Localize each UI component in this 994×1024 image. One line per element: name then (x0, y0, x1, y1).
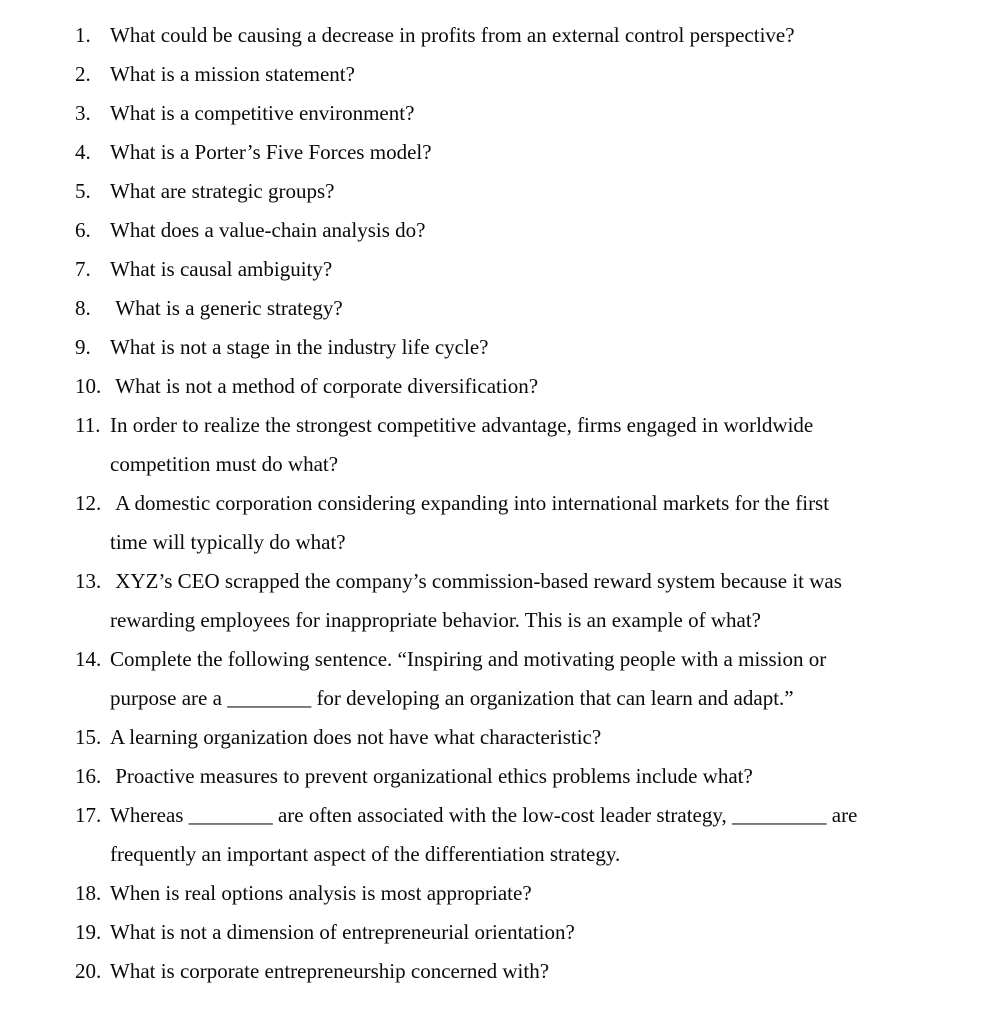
item-text-line: What are strategic groups? (110, 179, 335, 203)
item-number: 11. (75, 413, 101, 437)
list-item (0, 328, 994, 367)
item-number: 5. (75, 179, 91, 203)
list-item (0, 952, 994, 991)
list-item (0, 211, 994, 250)
item-text-line: What is not a method of corporate diversification? (110, 374, 539, 398)
item-number: 16. (75, 764, 102, 788)
item-text-line: What is corporate entrepreneurship concerned with? (110, 959, 550, 983)
item-text (110, 406, 994, 484)
item-number: 2. (75, 62, 91, 86)
item-number: 13. (75, 569, 102, 593)
item-text (110, 172, 994, 211)
item-text-line: rewarding employees for inappropriate behavior. This is an example of what? (110, 608, 761, 632)
list-item (0, 484, 994, 562)
list-item (0, 16, 994, 55)
item-number: 12. (75, 491, 102, 515)
list-item (0, 250, 994, 289)
item-text-line: A learning organization does not have what characteristic? (110, 725, 602, 749)
item-text (110, 55, 994, 94)
item-text (110, 94, 994, 133)
item-number: 19. (75, 920, 102, 944)
item-text-line: What does a value-chain analysis do? (110, 218, 426, 242)
item-text (110, 211, 994, 250)
list-item (0, 406, 994, 484)
list-item (0, 640, 994, 718)
item-text (110, 16, 994, 55)
item-text-line: frequently an important aspect of the differentiation strategy. (110, 842, 621, 866)
item-text-line: What is a generic strategy? (110, 296, 343, 320)
item-text-line: Proactive measures to prevent organizational ethics problems include what? (110, 764, 753, 788)
item-number: 20. (75, 959, 102, 983)
list-item (0, 94, 994, 133)
item-text (110, 328, 994, 367)
list-item (0, 874, 994, 913)
list-item (0, 796, 994, 874)
item-text-line: A domestic corporation considering expanding into international markets for the first (110, 491, 830, 515)
question-list (0, 16, 994, 991)
item-text (110, 640, 994, 718)
item-text-line: What is a competitive environment? (110, 101, 415, 125)
item-text-line: purpose are a ________ for developing an organization that can learn and adapt.” (110, 686, 794, 710)
item-text-line: competition must do what? (110, 452, 339, 476)
item-text (110, 562, 994, 640)
item-text-line: What is a Porter’s Five Forces model? (110, 140, 432, 164)
item-number: 4. (75, 140, 91, 164)
item-text-line: Complete the following sentence. “Inspiring and motivating people with a mission or (110, 647, 827, 671)
item-text-line: When is real options analysis is most appropriate? (110, 881, 532, 905)
item-number: 1. (75, 23, 91, 47)
item-text-line: XYZ’s CEO scrapped the company’s commission-based reward system because it was (110, 569, 842, 593)
item-number: 17. (75, 803, 102, 827)
item-text-line: What is a mission statement? (110, 62, 355, 86)
item-text (110, 874, 994, 913)
list-item (0, 757, 994, 796)
list-item (0, 172, 994, 211)
list-item (0, 367, 994, 406)
item-number: 7. (75, 257, 91, 281)
list-item (0, 913, 994, 952)
item-text (110, 367, 994, 406)
item-text (110, 250, 994, 289)
item-text (110, 289, 994, 328)
item-text-line: What is causal ambiguity? (110, 257, 333, 281)
item-text (110, 484, 994, 562)
item-number: 9. (75, 335, 91, 359)
item-text-line: What could be causing a decrease in profits from an external control perspective? (110, 23, 795, 47)
item-text (110, 133, 994, 172)
item-number: 14. (75, 647, 102, 671)
list-item (0, 289, 994, 328)
item-number: 10. (75, 374, 102, 398)
item-number: 15. (75, 725, 102, 749)
item-text-line: What is not a stage in the industry life cycle? (110, 335, 489, 359)
item-text (110, 718, 994, 757)
list-item (0, 133, 994, 172)
item-text (110, 952, 994, 991)
item-text (110, 913, 994, 952)
item-text (110, 796, 994, 874)
item-number: 8. (75, 296, 91, 320)
item-number: 18. (75, 881, 102, 905)
item-text (110, 757, 994, 796)
item-text-line: In order to realize the strongest competitive advantage, firms engaged in worldwide (110, 413, 814, 437)
item-text-line: Whereas ________ are often associated with the low-cost leader strategy, _________ are (110, 803, 858, 827)
item-text-line: What is not a dimension of entrepreneurial orientation? (110, 920, 575, 944)
list-item (0, 718, 994, 757)
item-number: 3. (75, 101, 91, 125)
list-item (0, 55, 994, 94)
item-number: 6. (75, 218, 91, 242)
item-text-line: time will typically do what? (110, 530, 346, 554)
list-item (0, 562, 994, 640)
